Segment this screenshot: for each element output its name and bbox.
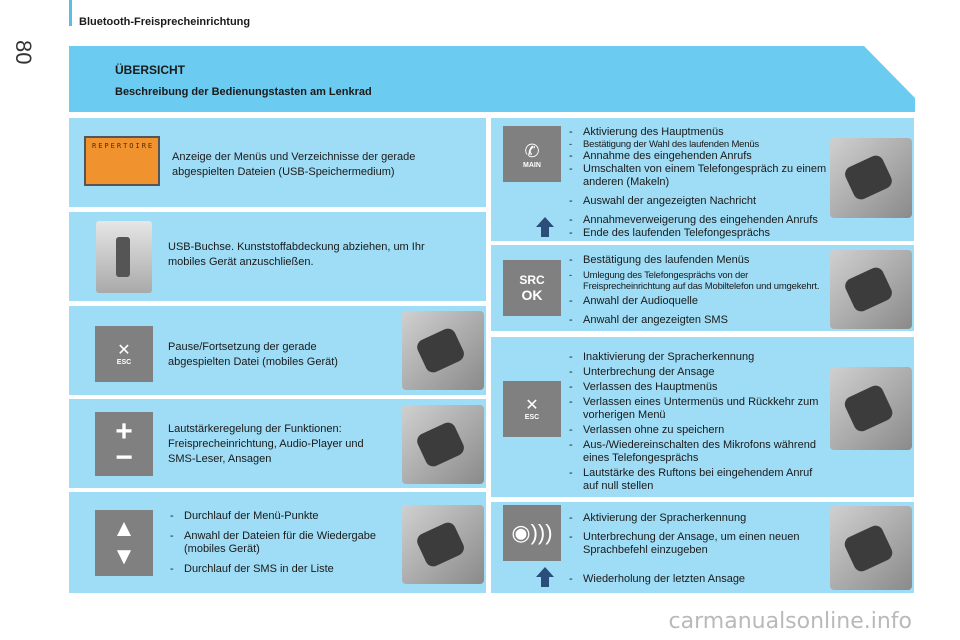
page-number: 80 — [11, 40, 36, 65]
usb-description: USB-Buchse. Kunststoffabdeckung abziehen, um Ihr mobiles Gerät anzuschließen. — [168, 241, 425, 268]
sidebar-line — [69, 0, 72, 26]
mute-icon: ✕ — [117, 341, 131, 359]
src-ok-button-icon — [503, 260, 561, 316]
volume-description: Lautstärkeregelung der Funktionen: Freisprecheinrichtung, Audio-Player und SMS-Leser, Ansagen — [168, 423, 364, 465]
main-icon-label: MAIN — [523, 161, 541, 169]
steering-wheel-image — [402, 505, 484, 584]
steering-wheel-image — [830, 250, 912, 329]
esc-button-icon — [95, 326, 153, 382]
list-item: - Wiederholung der letzten Ansage — [567, 573, 829, 586]
list-item: - Auswahl der angezeigten Nachricht — [567, 195, 829, 208]
steering-wheel-image — [830, 138, 912, 218]
list-item: - Annahmeverweigerung des eingehenden Anrufs — [567, 214, 829, 227]
list-item: - Aus-/Wiedereinschalten des Mikrofons während eines Telefongesprächs — [567, 439, 829, 465]
display-description: Anzeige der Menüs und Verzeichnisse der gerade abgespielten Dateien (USB-Speichermedium) — [172, 151, 416, 178]
main-button-icon — [503, 126, 561, 182]
list-item: - Verlassen des Hauptmenüs — [567, 381, 829, 394]
list-item: - Bestätigung des laufenden Menüs — [567, 254, 829, 267]
src-icon-label: SRC — [519, 273, 545, 287]
list-item: - Annahme des eingehenden Anrufs — [567, 150, 829, 163]
list-item: - Unterbrechung der Ansage, um einen neuen Sprachbefehl einzugeben — [567, 531, 829, 557]
volume-buttons-icon — [95, 412, 153, 476]
list-item: - Anwahl der Dateien für die Wiedergabe (mobiles Gerät) — [168, 530, 400, 556]
voice-list — [567, 512, 829, 586]
list-item: - Aktivierung der Spracherkennung — [567, 512, 829, 525]
voice-button-icon — [503, 505, 561, 561]
usb-slot — [116, 237, 130, 277]
voice-command-icon: ◉))) — [511, 520, 553, 545]
up-arrow-icon — [534, 216, 556, 238]
esc-button-icon — [503, 381, 561, 437]
phone-icon: ✆ — [524, 140, 540, 161]
esc-icon-label: ESC — [524, 413, 540, 421]
esc-list — [567, 351, 829, 493]
usb-port-image — [96, 221, 152, 293]
page-title: ÜBERSICHT — [115, 63, 186, 77]
ok-icon-label: OK — [521, 287, 543, 303]
list-item: - Anwahl der Audioquelle — [567, 295, 829, 308]
mute-icon: ✕ — [525, 396, 539, 414]
list-item: - Lautstärke des Ruftons bei eingehendem Anruf auf null stellen — [567, 467, 829, 493]
steering-wheel-image — [402, 405, 484, 484]
list-item: - Unterbrechung der Ansage — [567, 366, 829, 379]
list-item: - Anwahl der angezeigten SMS — [567, 314, 829, 327]
title-banner — [69, 46, 915, 112]
triangle-up-icon: ▲ — [112, 515, 136, 542]
steering-wheel-image — [830, 367, 912, 450]
section-header: Bluetooth-Freisprecheinrichtung — [79, 16, 251, 28]
esc-icon-label: ESC — [116, 358, 132, 366]
plus-icon: + — [115, 415, 133, 448]
list-item: - Verlassen ohne zu speichern — [567, 424, 829, 437]
list-item: - Durchlauf der Menü-Punkte — [168, 510, 400, 523]
steering-wheel-image — [402, 311, 484, 390]
display-screen-image — [84, 136, 160, 186]
watermark: carmanualsonline.info — [668, 609, 912, 634]
steering-wheel-image — [830, 506, 912, 590]
list-item: - Ende des laufenden Telefongesprächs — [567, 227, 829, 240]
main-list — [567, 126, 829, 240]
list-item: - Aktivierung des Hauptmenüs — [567, 126, 829, 139]
display-screen-text: REPERTOIRE — [92, 142, 155, 150]
list-item: - Bestätigung der Wahl des laufenden Menüs — [567, 139, 829, 150]
up-arrow-icon — [534, 566, 556, 588]
arrows-list — [168, 510, 400, 576]
list-item: - Umschalten von einem Telefongespräch zu einem anderen (Makeln) — [567, 163, 829, 189]
triangle-down-icon: ▼ — [112, 543, 136, 570]
page-subtitle: Beschreibung der Bedienungstasten am Lenkrad — [115, 86, 372, 98]
esc-description: Pause/Fortsetzung der gerade abgespielten Datei (mobiles Gerät) — [168, 341, 338, 368]
arrow-buttons-icon — [95, 510, 153, 576]
src-list — [567, 254, 829, 327]
list-item: - Durchlauf der SMS in der Liste — [168, 563, 400, 576]
list-item: - Inaktivierung der Spracherkennung — [567, 351, 829, 364]
list-item: - Verlassen eines Untermenüs und Rückkehr zum vorherigen Menü — [567, 396, 829, 422]
minus-icon: − — [115, 441, 133, 474]
list-item: - Umlegung des Telefongesprächs von der Freisprecheinrichtung auf das Mobiltelefon und umgekehrt. — [567, 270, 829, 292]
